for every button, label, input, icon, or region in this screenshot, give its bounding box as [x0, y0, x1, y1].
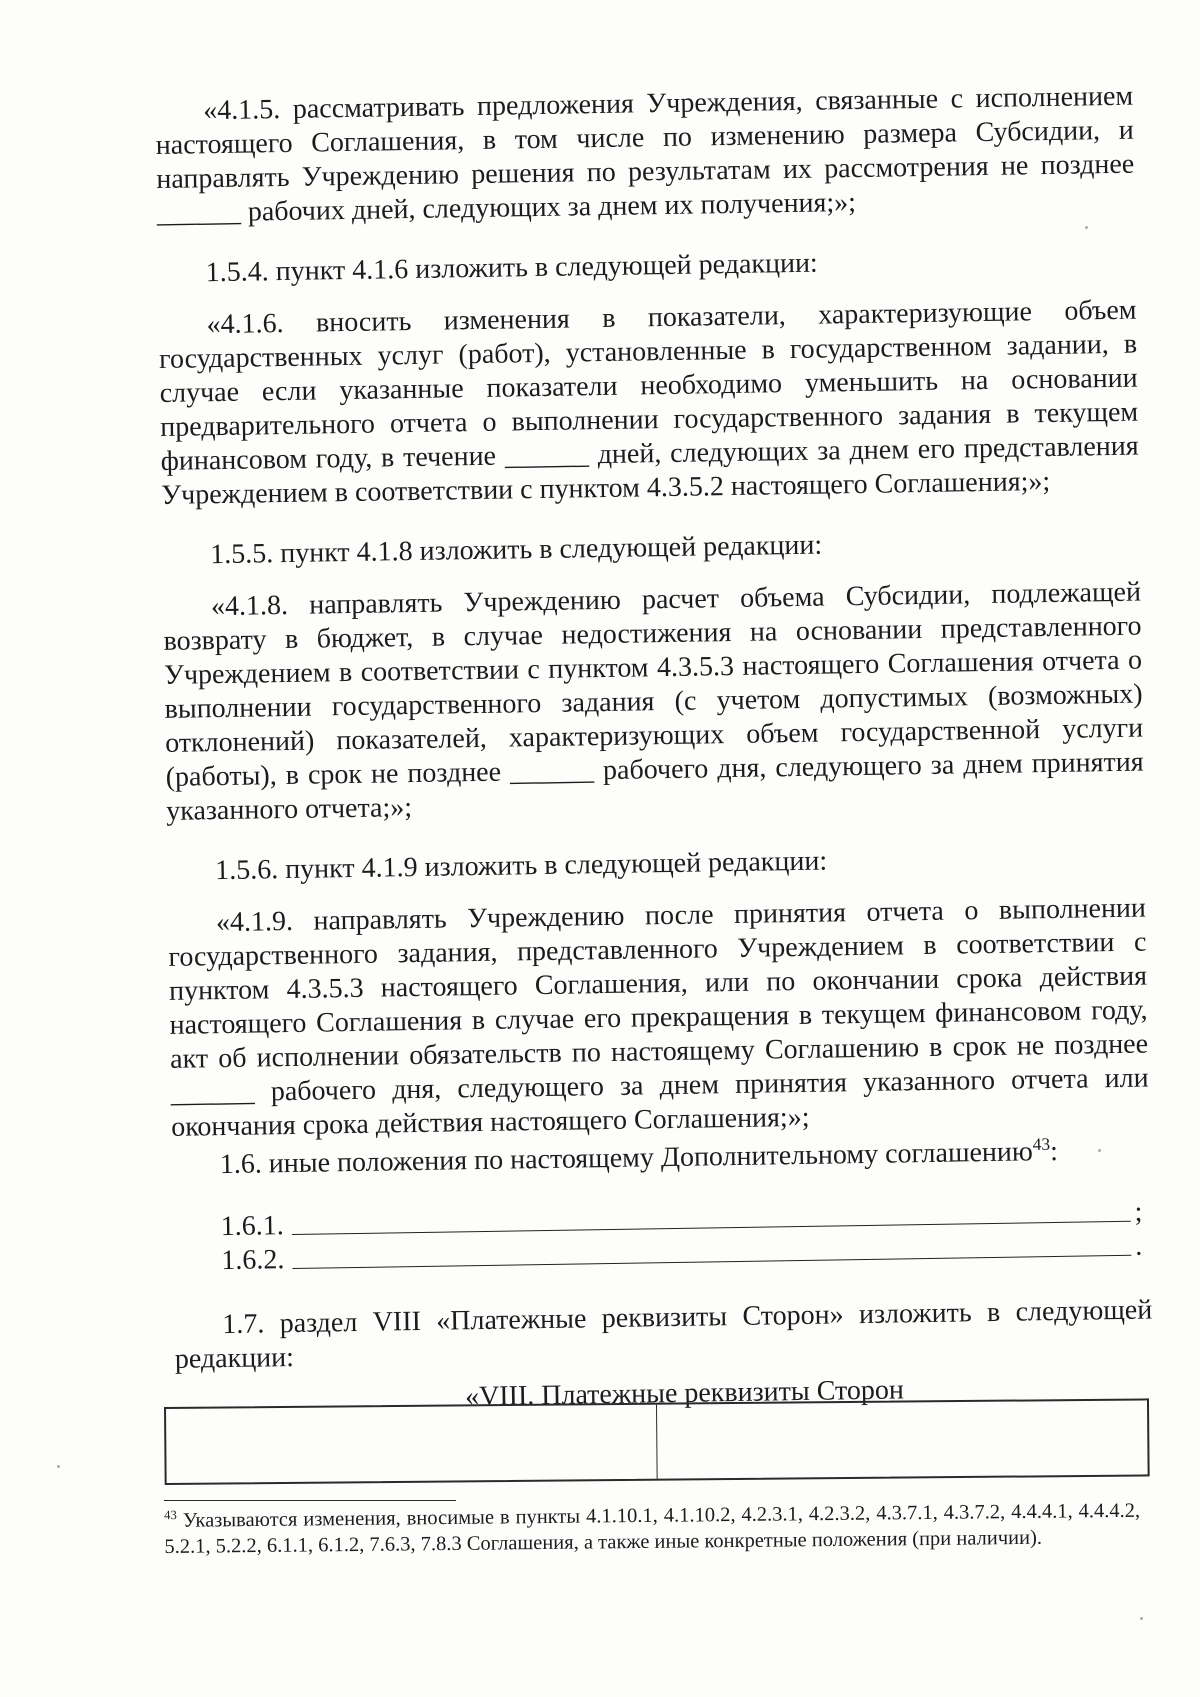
item-1-6-text: 1.6. иные положения по настоящему Дополнительному соглашению — [219, 1136, 1034, 1181]
clause-4-1-5: «4.1.5. рассматривать предложения Учреждения, связанные с исполнением настоящего Соглашения, в том числе по изменению размера Субсидии, и направлять Учреждению решения по результатам их рассмотрения не позднее ______ рабочих дней, следующих за днем их получения;»; — [155, 80, 1135, 229]
footnote-separator — [164, 1500, 456, 1501]
payment-details-cell-right — [657, 1400, 1148, 1478]
item-1-5-5: 1.5.5. пункт 4.1.8 изложить в следующей редакции: — [209, 529, 823, 571]
scan-speck — [57, 1465, 60, 1468]
item-1-6-2-end: . — [1134, 1230, 1143, 1262]
item-1-6-2-number: 1.6.2. — [221, 1244, 285, 1277]
scan-speck — [1098, 1149, 1101, 1152]
payment-details-cell-left — [166, 1405, 658, 1483]
document-body — [155, 80, 1154, 1457]
payment-details-table — [164, 1398, 1150, 1485]
section-viii-heading: «VIII. Платежные реквизиты Сторон — [464, 1374, 905, 1413]
item-1-6-1-end: ; — [1134, 1196, 1143, 1228]
item-1-6-1-number: 1.6.1. — [220, 1210, 285, 1243]
blank-line — [292, 1254, 1131, 1269]
item-1-5-6: 1.5.6. пункт 4.1.9 изложить в следующей редакции: — [214, 845, 828, 887]
footnote-marker: 43 — [164, 1508, 177, 1523]
scan-speck — [1085, 226, 1088, 229]
clause-4-1-6: «4.1.6. вносить изменения в показатели, характеризующие объем государственных услуг (работ), установленные в государственном задании, в случае если указанные показатели необходимо уменьшить на основании предварительного отчета о выполнении государственного задания в текущем финансовом году, в течение ______ дней, следующих за днем его представления Учреждением в соответствии с пунктом 4.3.5.2 настоящего Соглашения;»; — [158, 294, 1139, 511]
footnote-ref-43: 43 — [1032, 1134, 1051, 1155]
clause-4-1-8: «4.1.8. направлять Учреждению расчет объема Субсидии, подлежащей возврату в бюджет, в случае недостижения на основании представленного Учреждением в соответствии с пунктом 4.3.5.3 настоящего Соглашения отчета о выполнении государственного задания (с учетом допустимых (возможных) отклонений) показателей, характеризующих объем государственной услуги (работы), в срок не позднее ______ рабочего дня, следующего за днем принятия указанного отчета;»; — [163, 576, 1144, 827]
item-1-7: 1.7. раздел VIII «Платежные реквизиты Сторон» изложить в следующей редакции: — [174, 1294, 1153, 1375]
item-1-6-colon: : — [1049, 1135, 1059, 1168]
clause-4-1-9: «4.1.9. направлять Учреждению после принятия отчета о выполнении государственного задания, представленного Учреждением в соответствии с пунктом 4.3.5.3 настоящего Соглашения, или по окончании срока действия настоящего Соглашения в случае его прекращения в текущем финансовом году, акт об исполнении обязательств по настоящему Соглашению в срок не позднее ______ рабочего дня, следующего за днем принятия указанного отчета или окончания срока действия настоящего Соглашения;»; — [168, 892, 1149, 1143]
scan-speck — [1140, 1617, 1143, 1620]
footnote-text: Указываются изменения, вносимые в пункты 4.1.10.1, 4.1.10.2, 4.2.3.1, 4.2.3.2, 4.3.7.1, 4.3.7.2, 4.4.4.1, 4.4.4.2, 5.2.1, 5.2.2, 6.1.1, 6.1.2, 7.6.3, 7.8.3 Соглашения, а также иные конкретные положения (при наличии). — [164, 1499, 1141, 1558]
item-1-5-4: 1.5.4. пункт 4.1.6 изложить в следующей редакции: — [205, 247, 818, 289]
footnote-43 — [164, 1498, 1140, 1560]
